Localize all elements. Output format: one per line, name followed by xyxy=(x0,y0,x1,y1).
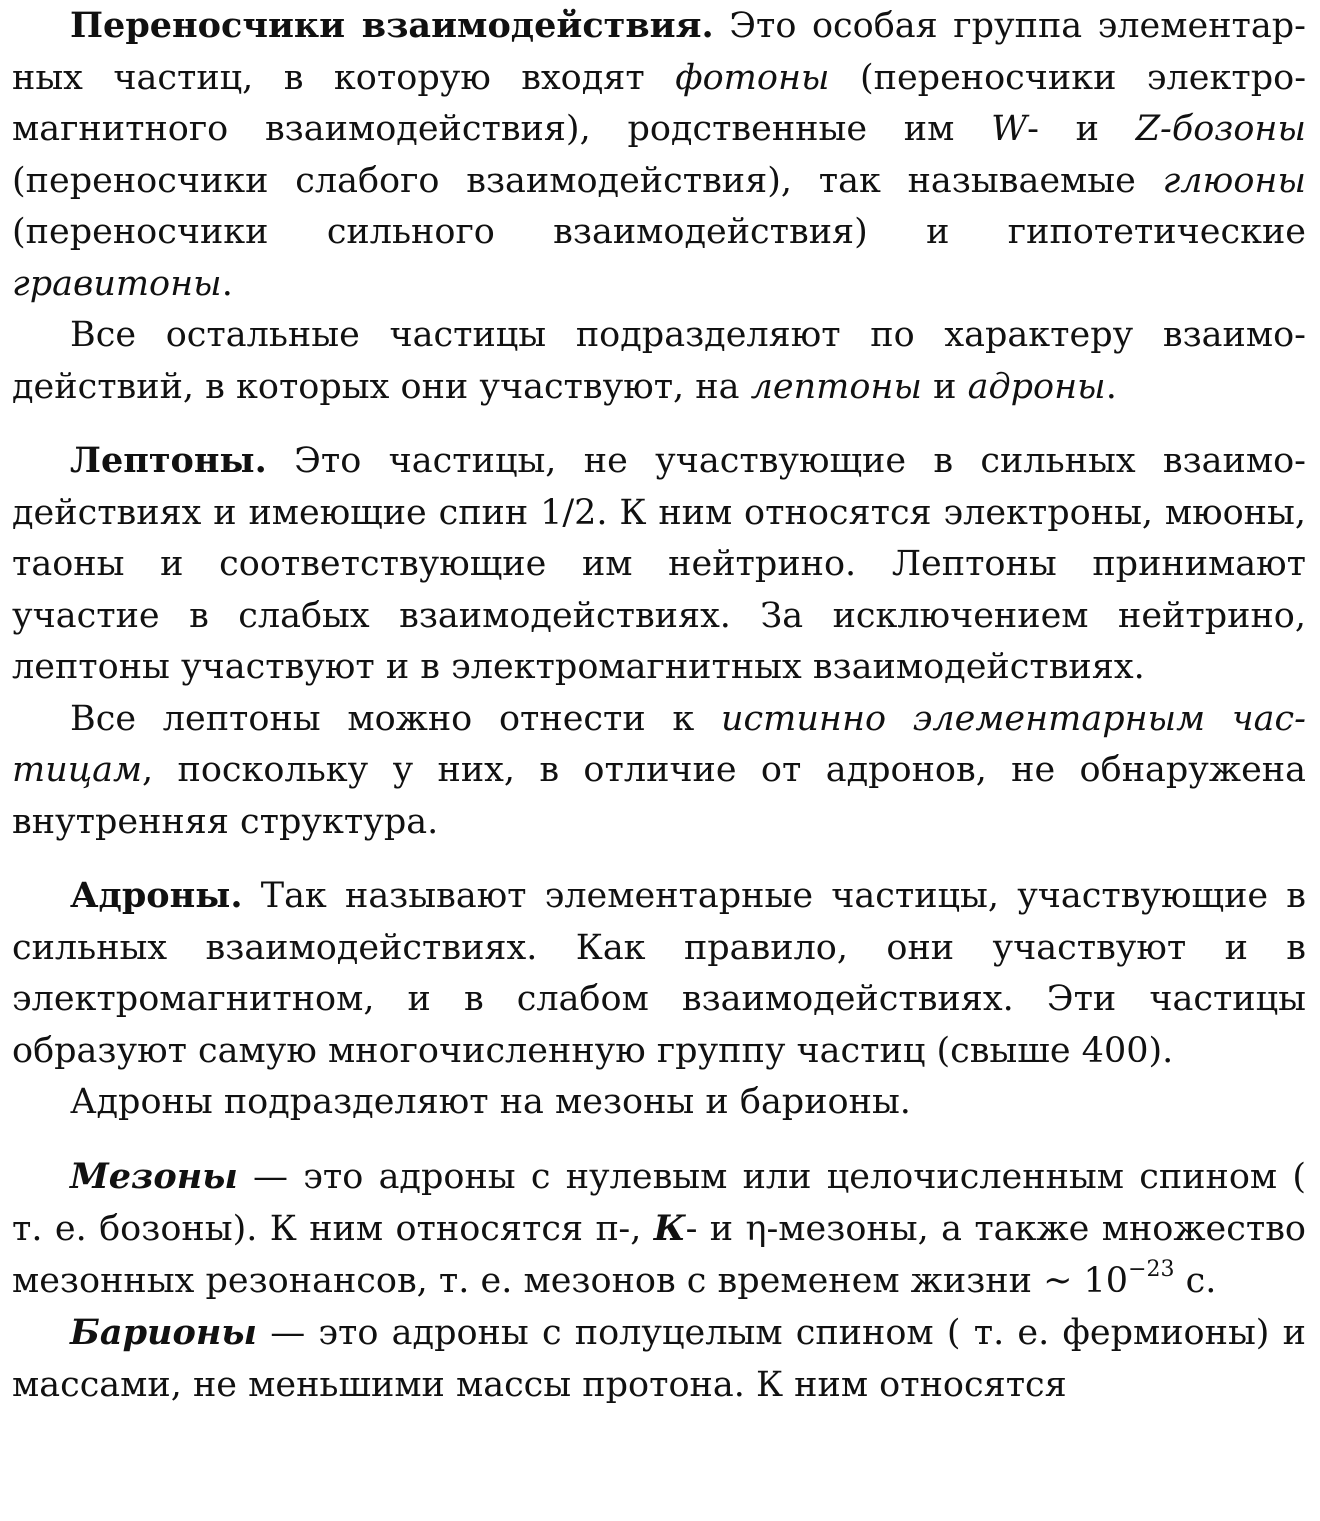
paragraph-hadrons-division xyxy=(12,1077,1306,1129)
term-italic-bold-text: Мезоны xyxy=(70,1155,238,1197)
term-italic-bold xyxy=(70,1156,238,1197)
text-run: (переносчики сильного взаимодействия) и гипотетические xyxy=(12,212,1306,252)
paragraph-classification xyxy=(12,310,1306,413)
term-italic-bold-text: К xyxy=(653,1208,686,1249)
text-run: и xyxy=(922,366,968,407)
paragraph-mesons xyxy=(12,1151,1306,1308)
term-heading: Переносчики взаимодействия. xyxy=(70,5,714,46)
term-heading: Лептоны. xyxy=(70,440,267,481)
italic-term: адроны xyxy=(967,366,1106,407)
text-run: - и η-мезоны, а также множество мезонных резонансов, т. е. мезонов с временем жизни ~ 10 xyxy=(12,1209,1306,1301)
paragraph-carriers xyxy=(12,0,1306,310)
italic-term: истинно элементарным частицам xyxy=(12,698,1306,790)
text-run: (переносчики слабого взаимодействия), так называемые xyxy=(12,160,1163,201)
text-run: - и xyxy=(1027,109,1136,149)
paragraph-leptons xyxy=(12,435,1306,694)
text-run: Адроны подразделяют на мезоны и барионы. xyxy=(70,1082,911,1122)
text-run: . xyxy=(221,263,233,304)
text-run: с. xyxy=(1174,1260,1217,1301)
text-run: (переносчики электромагнитного взаимодействия), родственные им xyxy=(12,57,1307,149)
term-italic-bold xyxy=(654,1208,686,1249)
text-run: Все остальные частицы подразделяют по характеру взаимодействий, в которых они участвуют, на xyxy=(12,315,1306,407)
text-run: — это адроны с нулевым или целочисленным спином ( т. е. бозоны). К ним относятся π-, xyxy=(12,1156,1306,1249)
text-run: Это частицы, не участвующие в сильных взаимодействиях и имеющие спин 1/2. К ним относятся электроны, мюоны, таоны и соответствующие им нейтрино. Лептоны принимают участие в слабых взаимодействиях. За исключением нейтрино, лептоны участвуют и в электромагнитных взаимодействиях. xyxy=(12,441,1306,687)
italic-term: глюоны xyxy=(1162,160,1306,201)
exponent: −23 xyxy=(1128,1256,1175,1282)
italic-term: W xyxy=(991,109,1028,149)
term-italic-bold xyxy=(70,1312,257,1353)
italic-term: Z-бозоны xyxy=(1135,109,1306,149)
term-heading: Адроны. xyxy=(70,875,243,916)
paragraph-leptons-structure xyxy=(12,694,1306,849)
italic-term: гравитоны xyxy=(12,263,222,304)
text-run: Так называют элементарные частицы, участвующие в сильных взаимодействиях. Как правило, они участвуют и в электромагнитном, и в слабом взаимодействиях. Эти частицы образуют самую многочисленную группу частиц (свыше 400). xyxy=(12,876,1306,1071)
italic-term: фотоны xyxy=(675,57,830,98)
text-run: Все лептоны можно отнести к xyxy=(70,698,722,739)
text-run: . xyxy=(1105,366,1117,407)
text-run: , поскольку у них, в отличие от адронов, не обнаружена внутренняя структура. xyxy=(12,750,1306,842)
text-run: — это адроны с полуцелым спином ( т. е. фермионы) и массами, не меньшими массы протона. К ним относятся xyxy=(12,1313,1306,1405)
text-run: Это особая группа элементарных частиц, в которую входят xyxy=(12,6,1306,98)
paragraph-hadrons xyxy=(12,870,1306,1077)
term-italic-bold-text: Барионы xyxy=(70,1312,257,1353)
italic-term: лептоны xyxy=(750,366,922,407)
paragraph-baryons xyxy=(12,1307,1306,1411)
